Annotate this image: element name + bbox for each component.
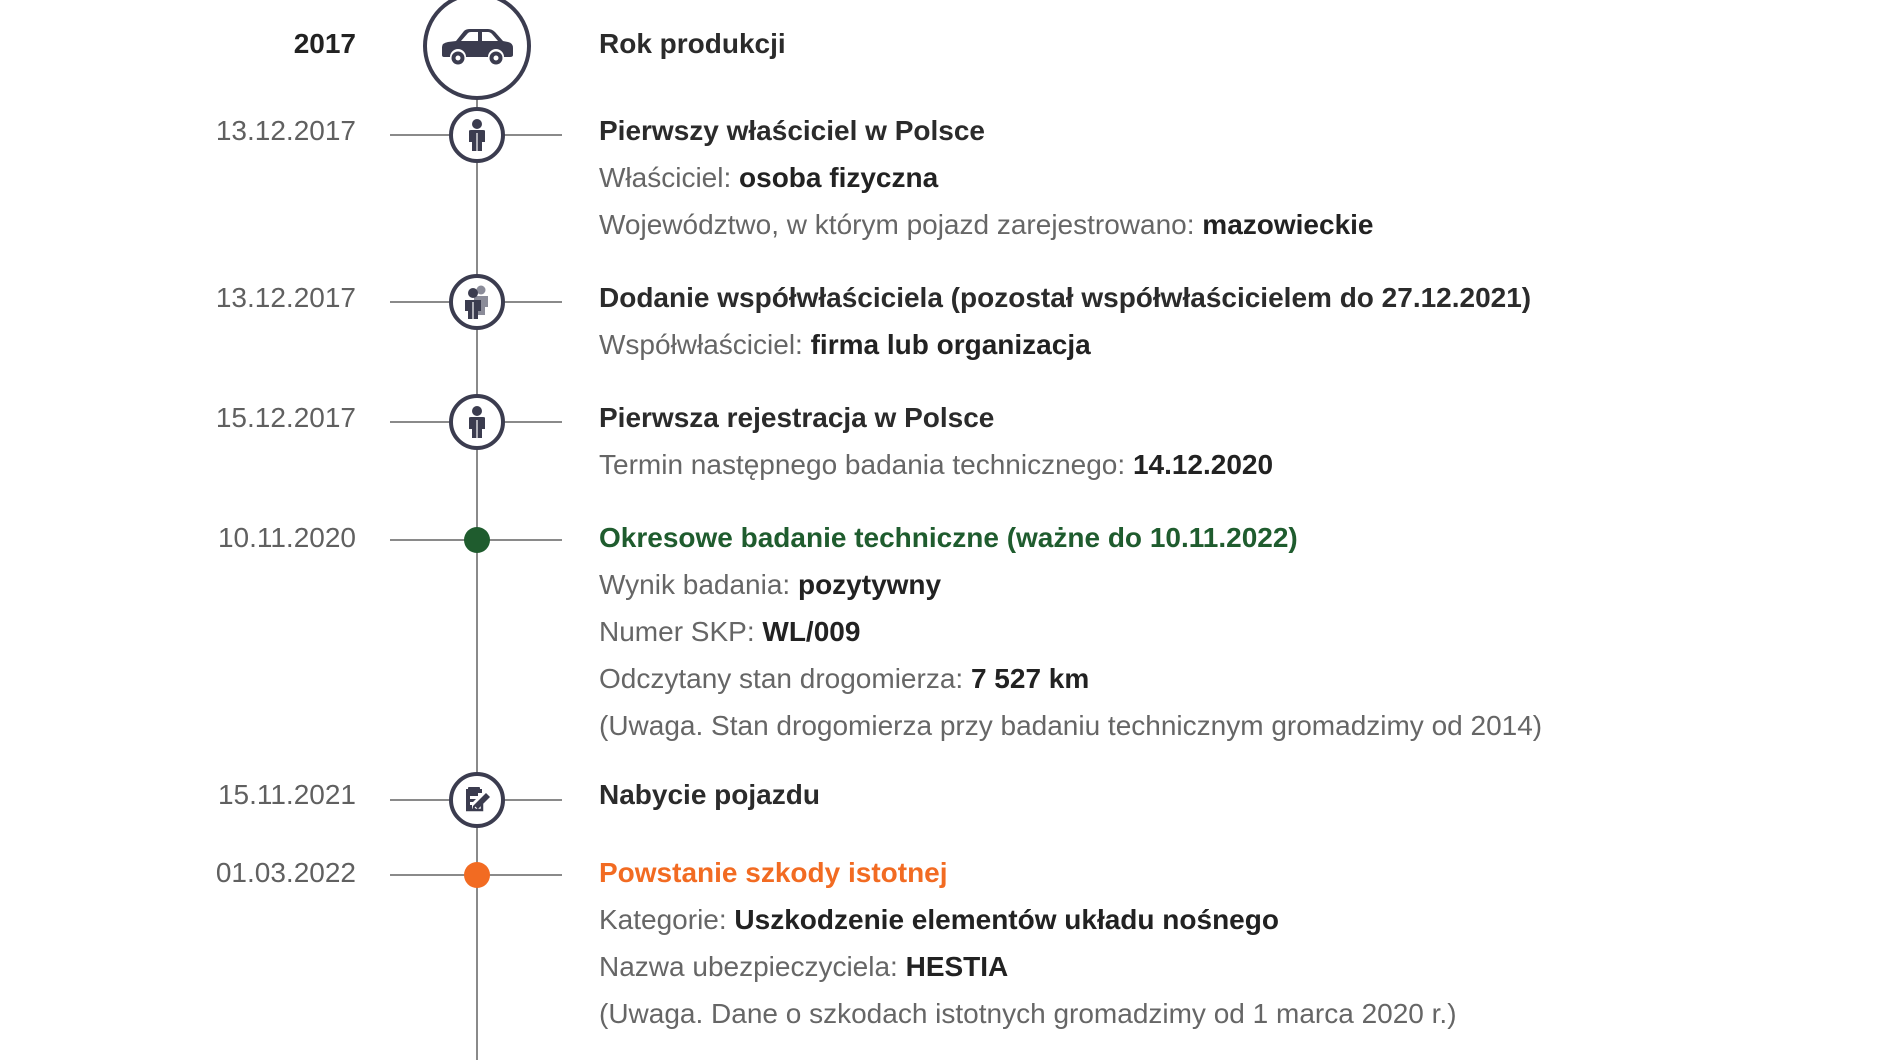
detail-value: pozytywny [797,569,942,600]
detail-label: Kategorie: [599,904,727,935]
event-detail [599,161,1839,195]
detail-label: Numer SKP: [599,616,755,647]
detail-value: osoba fizyczna [739,162,939,193]
green-dot-icon [464,527,490,553]
person-icon [449,107,505,163]
event-co-owner [599,281,1839,362]
detail-value: WL/009 [762,616,861,647]
detail-label: Województwo, w którym pojazd zarejestrowano: [599,209,1195,240]
event-detail [599,662,1839,696]
event-note [599,709,1839,743]
timeline-axis [476,60,478,1060]
detail-label: Właściciel: [599,162,732,193]
detail-label: Wynik badania: [599,569,791,600]
detail-label: Nazwa ubezpieczyciela: [599,951,898,982]
detail-label: (Uwaga. Stan drogomierza przy badaniu technicznym gromadzimy od 2014) [599,710,1543,741]
event-date: 15.11.2021 [217,779,356,810]
event-vehicle-acquisition [599,778,1839,812]
event-first-owner [599,114,1839,242]
event-title: Nabycie pojazdu [599,779,820,810]
orange-dot-icon [464,862,490,888]
event-title: Rok produkcji [599,28,786,59]
detail-value: firma lub organizacja [810,329,1091,360]
event-detail [599,615,1839,649]
event-first-registration [599,401,1839,482]
event-title: Dodanie współwłaściciela (pozostał współwłaścicielem do 27.12.2021) [599,282,1532,313]
event-detail [599,208,1839,242]
detail-value: 14.12.2020 [1132,449,1274,480]
event-detail [599,328,1839,362]
event-detail [599,950,1839,984]
event-date: 13.12.2017 [215,115,356,146]
detail-value: 7 527 km [970,663,1090,694]
event-detail [599,903,1839,937]
event-date: 01.03.2022 [215,857,356,888]
event-date: 15.12.2017 [215,402,356,433]
two-persons-icon [449,274,505,330]
detail-value: HESTIA [905,951,1009,982]
event-date: 2017 [293,28,356,59]
detail-label: Odczytany stan drogomierza: [599,663,964,694]
event-detail [599,448,1839,482]
event-title: Pierwszy właściciel w Polsce [599,115,985,146]
event-date: 10.11.2020 [217,522,356,553]
event-title: Okresowe badanie techniczne (ważne do 10.11.2022) [599,522,1298,553]
person-icon [449,394,505,450]
event-title: Pierwsza rejestracja w Polsce [599,402,995,433]
event-significant-damage [599,856,1839,1031]
detail-label: Termin następnego badania technicznego: [599,449,1126,480]
event-technical-inspection [599,521,1839,743]
detail-value: Uszkodzenie elementów układu nośnego [734,904,1279,935]
detail-label: Współwłaściciel: [599,329,803,360]
car-icon [423,0,531,100]
event-note [599,997,1839,1031]
detail-value: mazowieckie [1202,209,1374,240]
event-date: 13.12.2017 [215,282,356,313]
event-detail [599,568,1839,602]
document-pen-icon [449,772,505,828]
event-title: Powstanie szkody istotnej [599,857,948,888]
event-production-year [599,27,1839,61]
detail-label: (Uwaga. Dane o szkodach istotnych gromadzimy od 1 marca 2020 r.) [599,998,1457,1029]
